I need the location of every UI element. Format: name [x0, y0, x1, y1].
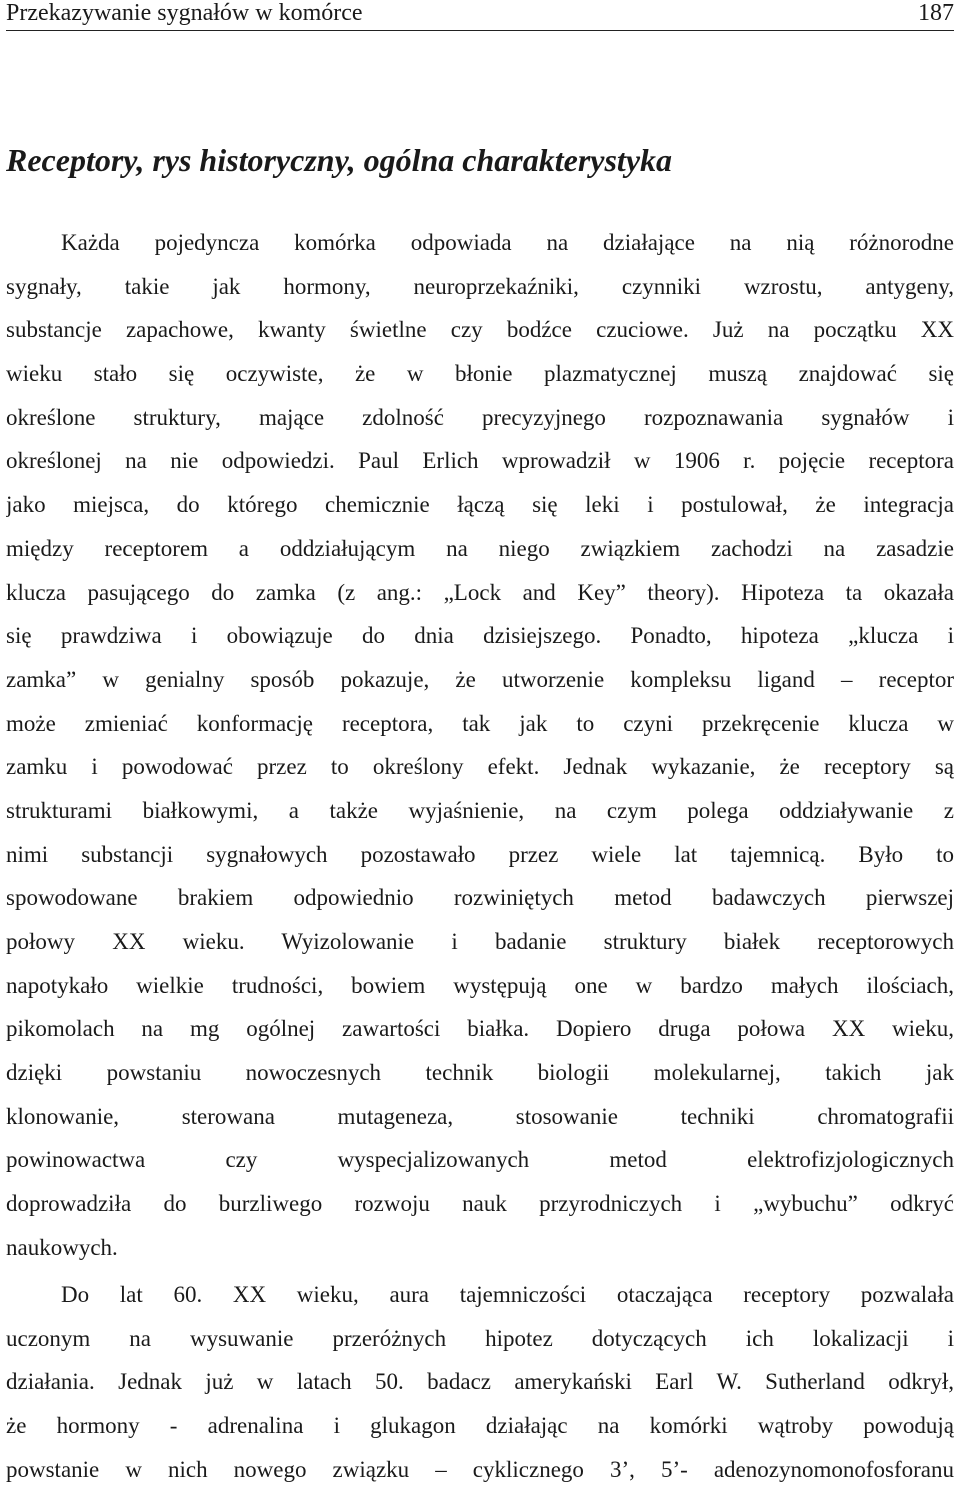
text-line: substancje zapachowe, kwanty świetlne czy bodźce czuciowe. Już na początku XX [6, 317, 954, 343]
text-line: pikomolach na mg ogólnej zawartości białka. Dopiero druga połowa XX wieku, [6, 1016, 954, 1042]
text-line: określone struktury, mające zdolność precyzyjnego rozpoznawania sygnałów i [6, 404, 954, 430]
text-line: klonowanie, sterowana mutageneza, stosowanie techniki chromatografii [6, 1103, 954, 1129]
text-line: klucza pasującego do zamka (z ang.: „Lock and Key” theory). Hipoteza ta okazała [6, 579, 954, 605]
text-line: połowy XX wieku. Wyizolowanie i badanie struktury białek receptorowych [6, 929, 954, 954]
running-header-title: Przekazywanie sygnałów w komórce [6, 0, 363, 26]
text-line: Każda pojedyncza komórka odpowiada na działające na nią różnorodne [61, 230, 954, 255]
text-line: wieku stało się oczywiste, że w błonie plazmatycznej muszą znajdować się [6, 361, 954, 387]
text-line: nimi substancji sygnałowych pozostawało przez wiele lat tajemnicą. Było to [6, 841, 954, 867]
text-line: jako miejsca, do którego chemicznie łączą się leki i postulował, że integracja [6, 492, 954, 518]
text-line: naukowych. [6, 1234, 118, 1260]
paragraph-2 [6, 1273, 954, 1491]
paragraph-1 [6, 221, 954, 1270]
text-line: doprowadziła do burzliwego rozwoju nauk przyrodniczych i „wybuchu” odkryć [6, 1191, 954, 1217]
text-line: powinowactwa czy wyspecjalizowanych metod elektrofizjologicznych [6, 1147, 954, 1173]
text-line: uczonym na wysuwanie przeróżnych hipotez dotyczących ich lokalizacji i [6, 1325, 954, 1351]
text-line: że hormony - adrenalina i glukagon działając na komórki wątroby powodują [6, 1413, 954, 1439]
text-line: dzięki powstaniu nowoczesnych technik biologii molekularnej, takich jak [6, 1060, 954, 1086]
text-line: zamka” w genialny sposób pokazuje, że utworzenie kompleksu ligand – receptor [6, 666, 954, 692]
text-line: strukturami białkowymi, a także wyjaśnienie, na czym polega oddziaływanie z [6, 797, 954, 823]
text-line: może zmieniać konformację receptora, tak jak to czyni przekręcenie klucza w [6, 710, 954, 736]
text-line: spowodowane brakiem odpowiednio rozwiniętych metod badawczych pierwszej [6, 885, 954, 911]
text-line: powstanie w nich nowego związku – cyklicznego 3’, 5’- adenozynomonofosforanu [6, 1456, 954, 1482]
text-line: się prawdziwa i obowiązuje do dnia dzisiejszego. Ponadto, hipoteza „klucza i [6, 623, 954, 649]
text-line: napotykało wielkie trudności, bowiem występują one w bardzo małych ilościach, [6, 972, 954, 998]
text-line: działania. Jednak już w latach 50. badacz amerykański Earl W. Sutherland odkrył, [6, 1369, 954, 1395]
text-line: sygnały, takie jak hormony, neuroprzekaźniki, czynniki wzrostu, antygeny, [6, 273, 954, 299]
section-title: Receptory, rys historyczny, ogólna charakterystyka [6, 142, 673, 178]
running-header [6, 0, 954, 31]
text-line: między receptorem a oddziałującym na niego związkiem zachodzi na zasadzie [6, 535, 954, 561]
page-number: 187 [918, 0, 954, 26]
text-line: zamku i powodować przez to określony efekt. Jednak wykazanie, że receptory są [6, 754, 954, 780]
text-line: Do lat 60. XX wieku, aura tajemniczości otaczająca receptory pozwalała [61, 1282, 954, 1307]
text-line: określonej na nie odpowiedzi. Paul Erlich wprowadził w 1906 r. pojęcie receptora [6, 448, 954, 474]
